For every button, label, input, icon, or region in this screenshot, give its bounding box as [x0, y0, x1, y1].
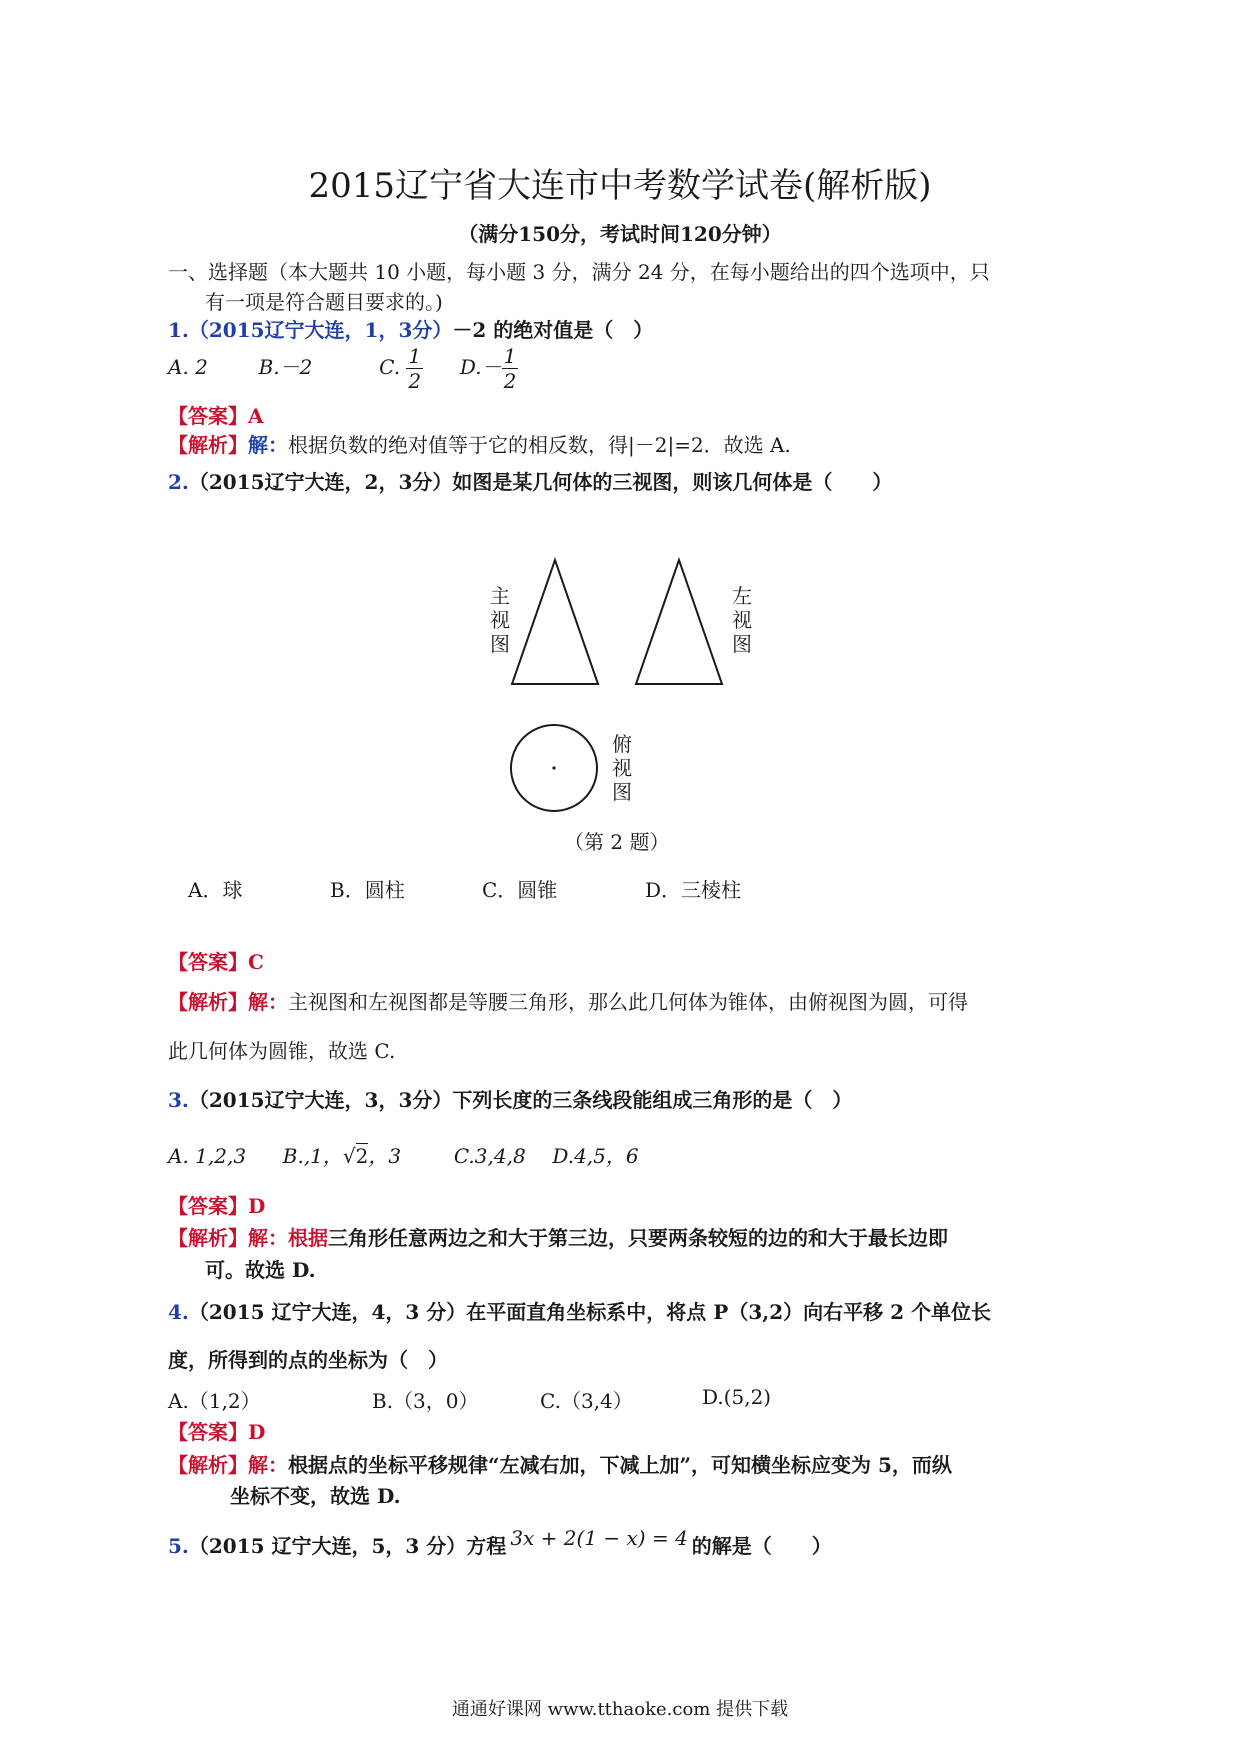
q1-answer-value: A: [248, 404, 264, 428]
question-3-stem: （2015辽宁大连，3，3分）下列长度的三条线段能组成三角形的是（ ）: [188, 1088, 853, 1112]
top-view-circle: [508, 722, 604, 818]
q2-option-d: D．三棱柱: [645, 878, 742, 902]
q4-option-b: B.（3，0）: [372, 1389, 479, 1413]
question-4-stem-line1: （2015 辽宁大连，4，3 分）在平面直角坐标系中，将点 P（3,2）向右平移 2 个单位长: [188, 1300, 991, 1324]
q1-analysis-text: 根据负数的绝对值等于它的相反数，得|－2|=2．故选 A.: [288, 433, 791, 457]
q2-analysis-tag: 【解析】: [168, 990, 248, 1014]
question-1-prefix: 1.（2015辽宁大连，1，3分）: [168, 318, 453, 342]
q2-option-a: A．球: [188, 878, 243, 902]
q1-option-d-label: D.－: [459, 355, 502, 379]
q2-analysis-line1: 主视图和左视图都是等腰三角形，那么此几何体为锥体，由俯视图为圆，可得: [288, 990, 968, 1014]
section-heading-line1: 一、选择题（本大题共 10 小题，每小题 3 分，满分 24 分，在每小题给出的四个选项中，只: [168, 260, 990, 284]
question-3-prefix: 3.: [168, 1088, 189, 1112]
question-1-options: [168, 344, 518, 393]
question-3: [168, 1084, 852, 1113]
q3-analysis-tag: 【解析】: [168, 1226, 248, 1250]
q1-answer: [168, 400, 264, 429]
q1-option-d-fraction: $\frac{1}{2}$: [503, 344, 517, 393]
q2-analysis-lead: 解：: [248, 990, 288, 1014]
top-view-label: 俯视图: [612, 732, 632, 804]
q4-option-d: D.(5,2): [702, 1385, 772, 1409]
q4-analysis-lead: 解：: [248, 1453, 288, 1477]
section-heading-line2: 有一项是符合题目要求的。): [205, 290, 443, 314]
q1-analysis-tag: 【解析】: [168, 433, 248, 457]
question-2-stem: （2015辽宁大连，2，3分）如图是某几何体的三视图，则该几何体是（ ）: [188, 470, 893, 494]
q4-analysis-tag: 【解析】: [168, 1453, 248, 1477]
q4-analysis-line1: 根据点的坐标平移规律“左减右加，下减上加”，可知横坐标应变为 5，而纵: [288, 1453, 952, 1477]
q4-analysis-line2: 坐标不变，故选 D.: [230, 1484, 401, 1508]
question-5: [168, 1526, 832, 1559]
question-4-stem-line2: 度，所得到的点的坐标为（ ）: [168, 1348, 448, 1372]
question-5-stem-a: （2015 辽宁大连，5，3 分）方程: [188, 1534, 507, 1558]
question-4: [168, 1296, 991, 1325]
q2-option-b: B．圆柱: [330, 878, 405, 902]
q3-option-a: A. 1,2,3: [168, 1144, 247, 1168]
sqrt-icon: √: [342, 1144, 356, 1168]
document-title: 2015辽宁省大连市中考数学试卷(解析版): [308, 166, 932, 206]
q3-analysis-line2: 可。故选 D.: [205, 1258, 316, 1282]
q2-answer-tag: 【答案】: [168, 950, 248, 974]
question-1-stem: －2 的绝对值是（ ）: [452, 318, 654, 342]
q2-answer: [168, 946, 264, 975]
question-5-stem-b: 的解是（ ）: [691, 1534, 832, 1558]
q3-option-b-radicand: 2: [355, 1144, 369, 1168]
q3-option-b-post: ，3: [368, 1144, 402, 1168]
q3-option-b-pre: B.,1，: [282, 1144, 343, 1168]
q3-analysis-line1: 三角形任意两边之和大于第三边，只要两条较短的边的和大于最长边即: [328, 1226, 948, 1250]
q1-analysis: [168, 429, 791, 458]
q1-analysis-lead: 解：: [248, 433, 288, 457]
q4-answer-value: D: [248, 1420, 266, 1444]
figure-2-caption: （第 2 题）: [564, 830, 670, 854]
q1-option-c-label: C.: [379, 355, 401, 379]
q1-option-a: A. 2: [168, 355, 208, 379]
question-1: [168, 314, 653, 343]
q1-answer-tag: 【答案】: [168, 404, 248, 428]
q3-analysis-lead: 解：根据: [248, 1226, 328, 1250]
q3-analysis: [168, 1222, 948, 1251]
question-5-equation: 3x + 2(1 − x) = 4: [510, 1526, 688, 1550]
q3-option-c: C.3,4,8: [453, 1144, 526, 1168]
q4-answer-tag: 【答案】: [168, 1420, 248, 1444]
q3-answer-tag: 【答案】: [168, 1194, 248, 1218]
question-2: [168, 466, 892, 495]
question-3-options: [168, 1140, 639, 1169]
question-2-prefix: 2.: [168, 470, 189, 494]
left-view-label: 左视图: [732, 584, 752, 656]
q2-answer-value: C: [248, 950, 264, 974]
question-4-prefix: 4.: [168, 1300, 189, 1324]
q3-answer: [168, 1190, 265, 1219]
q2-analysis: [168, 986, 968, 1015]
q4-option-c: C.（3,4）: [540, 1389, 633, 1413]
q3-answer-value: D: [248, 1194, 266, 1218]
question-5-prefix: 5.: [168, 1534, 189, 1558]
q1-option-c-fraction: $\frac{1}{2}$: [408, 344, 422, 393]
document-subtitle: （满分150分，考试时间120分钟）: [458, 222, 782, 246]
left-view-triangle: [632, 558, 732, 688]
q4-answer: [168, 1416, 265, 1445]
q4-analysis: [168, 1449, 952, 1478]
page-footer: 通通好课网 www.tthaoke.com 提供下载: [451, 1699, 789, 1720]
q4-option-a: A.（1,2）: [168, 1389, 261, 1413]
q3-option-d: D.4,5，6: [552, 1144, 639, 1168]
q1-option-b: B.－2: [258, 355, 313, 379]
q2-analysis-line2: 此几何体为圆锥，故选 C.: [168, 1039, 396, 1063]
front-view-label: 主视图: [490, 584, 510, 656]
q2-option-c: C．圆锥: [482, 878, 558, 902]
front-view-triangle: [508, 558, 608, 688]
